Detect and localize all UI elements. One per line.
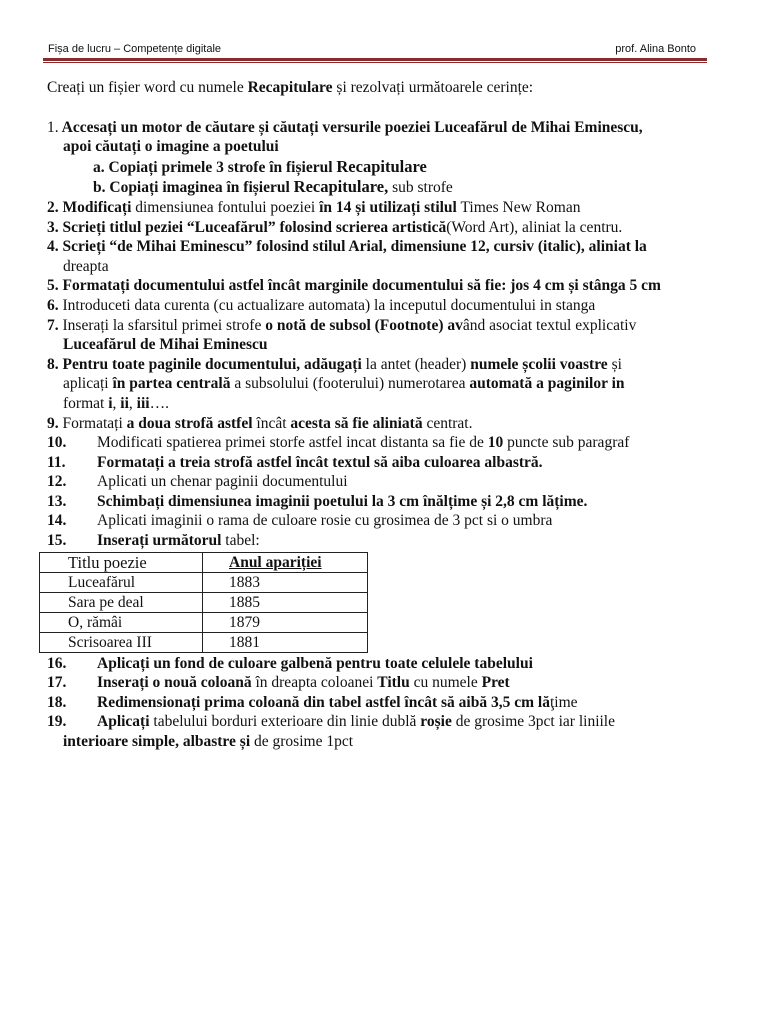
item-8: 8. Pentru toate paginile documentului, adăugați la antet (header) numele școlii voastre și <box>47 355 622 373</box>
item-2: 2. Modificați dimensiunea fontului poeziei în 14 și utilizați stilul Times New Roman <box>47 198 581 216</box>
worksheet-body <box>47 78 737 752</box>
header-title: Fișa de lucru – Competențe digitale <box>48 43 222 55</box>
item-12: 12. Aplicati un chenar paginii documentului <box>47 473 348 491</box>
table-header-cell: Anul apariției <box>203 552 368 572</box>
item-19-cont: interioare simple, albastre și de grosime 1pct <box>63 733 354 751</box>
item-16: 16. Aplicați un fond de culoare galbenă pentru toate celulele tabelului <box>47 654 533 672</box>
table-cell: Sara pe deal <box>40 592 203 612</box>
table-cell: 1883 <box>203 572 368 592</box>
item-9: 9. Formatați a doua strofă astfel încât acesta să fie aliniată centrat. <box>47 414 473 432</box>
item-19: 19. Aplicați tabelului borduri exterioare din linie dublă roșie de grosime 3pct iar liniile <box>47 713 615 731</box>
item-1: 1. Accesați un motor de căutare și căutați versurile poeziei Luceafărul de Mihai Eminescu, <box>47 118 643 136</box>
item-13: 13. Schimbați dimensiunea imaginii poetului la 3 cm înălțime și 2,8 cm lățime. <box>47 492 588 510</box>
item-1-cont: apoi căutați o imagine a poetului <box>63 138 279 156</box>
table-cell: O, rămâi <box>40 612 203 632</box>
item-1a: a. Copiați primele 3 strofe în fișierul Recapitulare <box>93 156 427 176</box>
header-rule-thick <box>43 58 707 61</box>
item-7-cont: Luceafărul de Mihai Eminescu <box>63 336 268 354</box>
item-7: 7. Inserați la sfarsitul primei strofe o notă de subsol (Footnote) având asociat textul explicativ <box>47 316 637 334</box>
item-4-cont: dreapta <box>63 257 109 275</box>
table-row <box>40 572 368 592</box>
item-14: 14. Aplicati imaginii o rama de culoare rosie cu grosimea de 3 pct si o umbra <box>47 512 553 530</box>
table-header-cell: Titlu poezie <box>40 552 203 572</box>
item-1b: b. Copiați imaginea în fișierul Recapitulare, sub strofe <box>93 177 453 197</box>
intro-line: Creați un fișier word cu numele Recapitulare și rezolvați următoarele cerințe: <box>47 79 534 96</box>
item-18: 18. Redimensionați prima coloană din tabel astfel încât să aibă 3,5 cm lăţime <box>47 693 578 711</box>
table-row <box>40 612 368 632</box>
table-cell: Scrisoarea III <box>40 632 203 652</box>
item-17: 17. Inserați o nouă coloană în dreapta coloanei Titlu cu numele Pret <box>47 674 510 692</box>
item-11: 11. Formatați a treia strofă astfel încât textul să aiba culoarea albastră. <box>47 453 543 471</box>
item-8-cont1: aplicați în partea centrală a subsolului (footerului) numerotarea automată a paginilor in <box>63 375 625 393</box>
item-5: 5. Formatați documentului astfel încât marginile documentului să fie: jos 4 cm și stânga 5 cm <box>47 277 661 295</box>
table-header-row <box>40 552 368 572</box>
table-row <box>40 632 368 652</box>
table-cell: 1881 <box>203 632 368 652</box>
header-author: prof. Alina Bonto <box>615 43 696 55</box>
item-3: 3. Scrieți titlul peziei “Luceafărul” folosind scrierea artistică(Word Art), aliniat la centru. <box>47 218 623 236</box>
header-rule-thin <box>43 62 707 63</box>
table-row <box>40 592 368 612</box>
item-15: 15. Inserați următorul tabel: <box>47 532 260 550</box>
item-6: 6. Introduceti data curenta (cu actualizare automata) la inceputul documentului in stanga <box>47 296 596 314</box>
table-cell: 1885 <box>203 592 368 612</box>
table-cell: Luceafărul <box>40 572 203 592</box>
page-header <box>48 43 704 55</box>
item-10: 10. Modificati spatierea primei storfe astfel incat distanta sa fie de 10 puncte sub paragraf <box>47 434 630 452</box>
item-8-cont2: format i, ii, iii…. <box>63 394 169 412</box>
poems-table <box>39 552 368 653</box>
item-4: 4. Scrieți “de Mihai Eminescu” folosind stilul Arial, dimensiune 12, cursiv (italic), aliniat la <box>47 238 647 256</box>
table-cell: 1879 <box>203 612 368 632</box>
